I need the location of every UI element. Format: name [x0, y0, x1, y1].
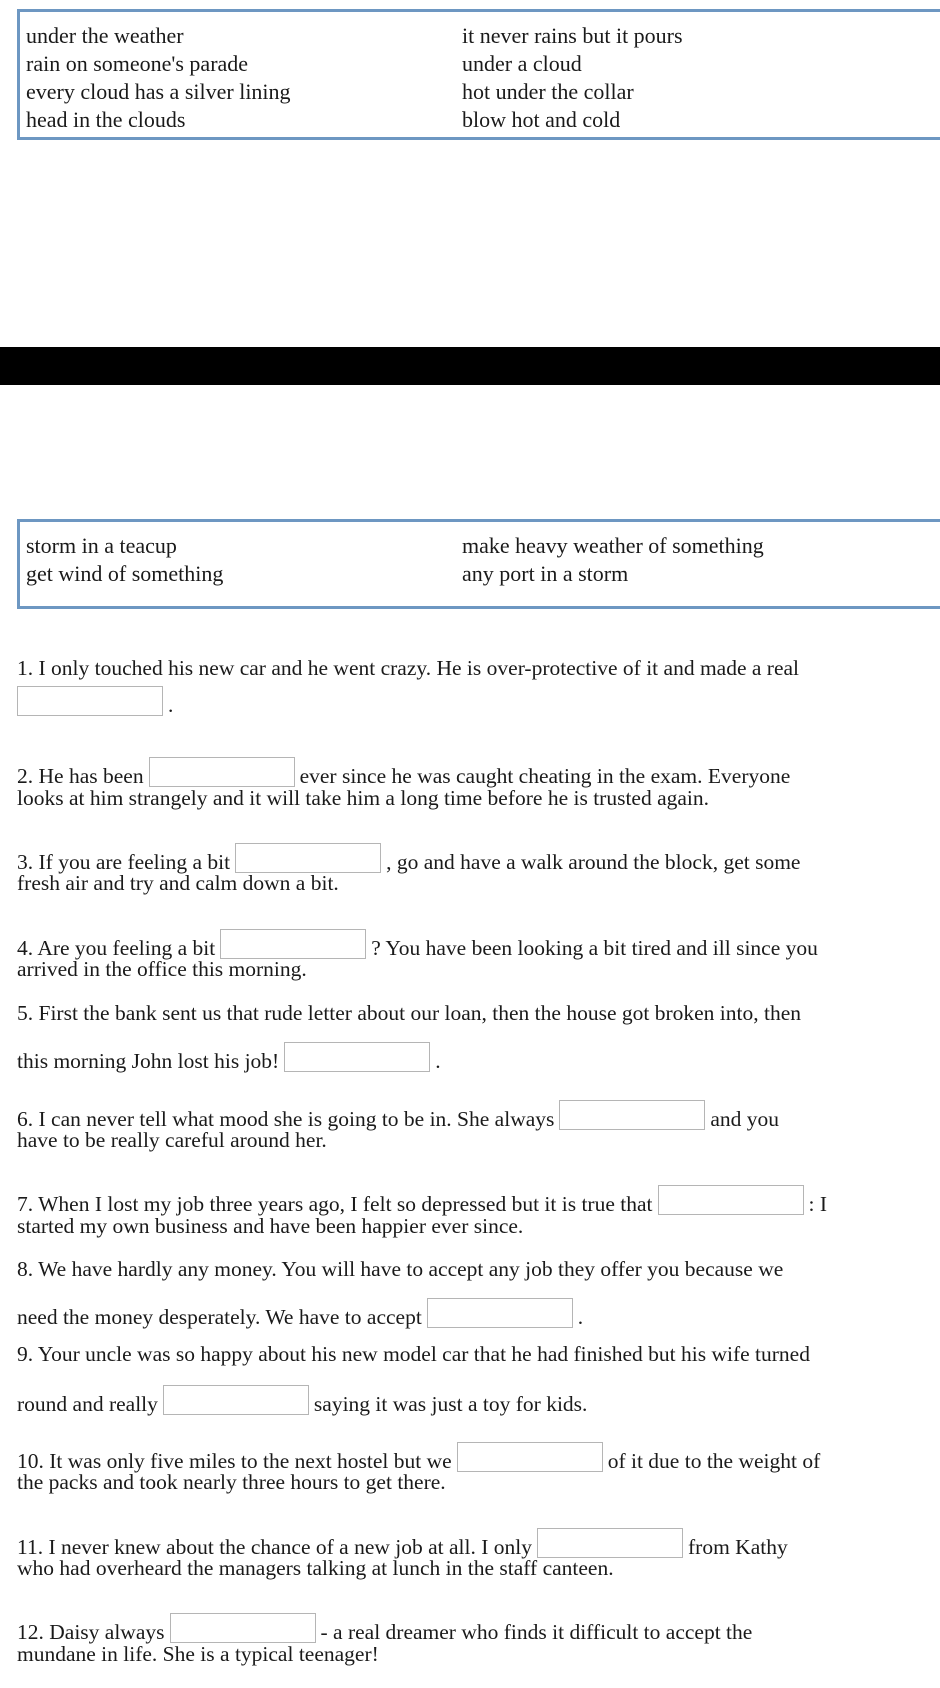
question-10-line-2 — [17, 1469, 867, 1496]
question-text: looks at him strangely and it will take him a long time before he is trusted again. — [17, 786, 710, 810]
question-text: fresh air and try and calm down a bit. — [17, 871, 339, 895]
question-12-line-2 — [17, 1641, 867, 1668]
phrase: make heavy weather of something — [462, 533, 764, 558]
question-text: , go and have a walk around the block, get some — [386, 850, 801, 874]
question-text: ? You have been looking a bit tired and ill since you — [371, 936, 818, 960]
question-8 — [17, 1256, 867, 1283]
question-text: 7. When I lost my job three years ago, I felt so depressed but it is true that — [17, 1192, 653, 1216]
question-9-line-2 — [17, 1385, 867, 1418]
question-text: . — [435, 1049, 441, 1073]
question-text: 8. We have hardly any money. You will have to accept any job they offer you because we — [17, 1257, 784, 1281]
question-text: 6. I can never tell what mood she is going to be in. She always — [17, 1107, 555, 1131]
phrase: hot under the collar — [462, 79, 634, 104]
question-4-line-2 — [17, 956, 867, 983]
phrase-box-top — [17, 9, 940, 140]
question-6-line-2 — [17, 1127, 867, 1154]
answer-input-2[interactable] — [149, 757, 295, 787]
question-text: mundane in life. She is a typical teenager! — [17, 1642, 379, 1666]
question-9 — [17, 1341, 867, 1368]
question-text: who had overheard the managers talking at lunch in the staff canteen. — [17, 1556, 614, 1580]
question-text: 4. Are you feeling a bit — [17, 936, 216, 960]
phrase-box-second — [17, 519, 940, 609]
question-7-line-2 — [17, 1213, 867, 1240]
question-text: need the money desperately. We have to accept — [17, 1305, 422, 1329]
question-text: ever since he was caught cheating in the exam. Everyone — [299, 764, 791, 788]
question-text: saying it was just a toy for kids. — [313, 1392, 588, 1416]
question-text: started my own business and have been happier ever since. — [17, 1214, 524, 1238]
question-text: of it due to the weight of — [607, 1449, 821, 1473]
phrase: it never rains but it pours — [462, 23, 683, 48]
answer-input-7[interactable] — [658, 1185, 804, 1215]
phrase: blow hot and cold — [462, 107, 621, 132]
question-text: the packs and took nearly three hours to get there. — [17, 1470, 446, 1494]
question-text: 3. If you are feeling a bit — [17, 850, 231, 874]
phrase: rain on someone's parade — [26, 51, 249, 76]
phrase: get wind of something — [26, 561, 224, 586]
question-text: this morning John lost his job! — [17, 1049, 280, 1073]
question-text: 11. I never knew about the chance of a new job at all. I only — [17, 1535, 533, 1559]
answer-input-8[interactable] — [427, 1298, 573, 1328]
question-3-line-2 — [17, 870, 867, 897]
question-text: - a real dreamer who finds it difficult to accept the — [320, 1620, 753, 1644]
phrase: storm in a teacup — [26, 533, 177, 558]
question-text: 1. I only touched his new car and he went crazy. He is over-protective of it and made a real — [17, 656, 800, 680]
answer-input-9[interactable] — [163, 1385, 309, 1415]
question-text: 12. Daisy always — [17, 1620, 165, 1644]
answer-input-11[interactable] — [537, 1528, 683, 1558]
question-8-line-2 — [17, 1298, 867, 1331]
question-1-line-2 — [17, 686, 867, 719]
answer-input-1[interactable] — [17, 686, 163, 716]
question-5-line-2 — [17, 1042, 867, 1075]
question-text: and you — [710, 1107, 780, 1131]
question-text: . — [577, 1305, 584, 1329]
phrase: every cloud has a silver lining — [26, 79, 291, 104]
question-text: 9. Your uncle was so happy about his new model car that he had finished but his wife turned — [17, 1342, 810, 1366]
question-text: from Kathy — [688, 1535, 788, 1559]
answer-input-3[interactable] — [235, 843, 381, 873]
phrase: head in the clouds — [26, 107, 186, 132]
question-11-line-2 — [17, 1555, 867, 1582]
phrase: any port in a storm — [462, 561, 629, 586]
question-text: . — [168, 693, 174, 717]
question-text: 5. First the bank sent us that rude letter about our loan, then the house got broken into, then — [17, 1001, 801, 1025]
answer-input-6[interactable] — [559, 1100, 705, 1130]
black-band — [0, 347, 940, 385]
question-text: have to be really careful around her. — [17, 1128, 327, 1152]
answer-input-4[interactable] — [220, 929, 366, 959]
question-text: : I — [808, 1192, 828, 1216]
question-text: arrived in the office this morning. — [17, 957, 307, 981]
question-1 — [17, 655, 867, 682]
phrase: under the weather — [26, 23, 184, 48]
question-text: 2. He has been — [17, 764, 144, 788]
question-2-line-2 — [17, 785, 867, 812]
question-text: 10. It was only five miles to the next hostel but we — [17, 1449, 452, 1473]
phrase: under a cloud — [462, 51, 582, 76]
question-text: round and really — [17, 1392, 158, 1416]
answer-input-5[interactable] — [284, 1042, 430, 1072]
answer-input-12[interactable] — [170, 1613, 316, 1643]
question-5 — [17, 1000, 867, 1027]
answer-input-10[interactable] — [457, 1442, 603, 1472]
